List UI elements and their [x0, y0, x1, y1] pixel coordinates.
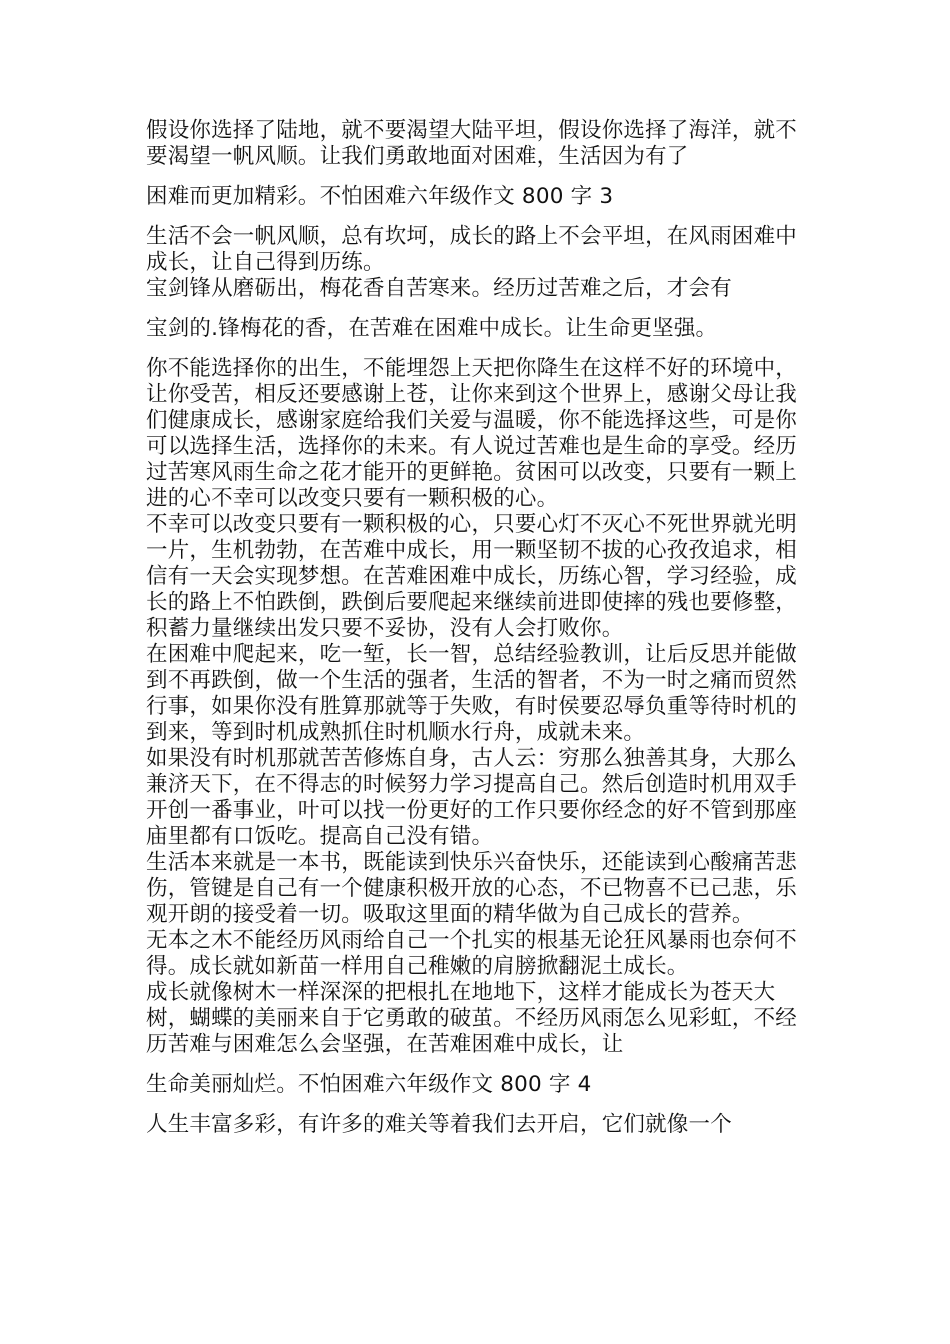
paragraph-3: 生活不会一帆风顺，总有坎坷，成长的路上不会平坦，在风雨困难中成长，让自己得到历练。 — [146, 224, 798, 275]
paragraph-9: 如果没有时机那就苦苦修炼自身，古人云：穷那么独善其身，大那么兼济天下，在不得志的时候努力学习提高自己。然后创造时机用双手开创一番事业，叶可以找一份更好的工作只要你经念的好不管到那座庙里都有口饭吃。提高自己没有错。 — [146, 746, 798, 849]
paragraph-6: 你不能选择你的出生，不能埋怨上天把你降生在这样不好的环境中，让你受苦，相反还要感谢上苍，让你来到这个世界上，感谢父母让我们健康成长，感谢家庭给我们关爱与温暖，你不能选择这些，可是你可以选择生活，选择你的未来。有人说过苦难也是生命的享受。经历过苦寒风雨生命之花才能开的更鲜艳。贫困可以改变，只要有一颗上进的心不幸可以改变只要有一颗积极的心。 — [146, 356, 798, 511]
paragraph-8: 在困难中爬起来，吃一堑，长一智，总结经验教训，让后反思并能做到不再跌倒，做一个生活的强者，生活的智者，不为一时之痛而贸然行事，如果你没有胜算那就等于失败，有时侯要忍辱负重等待时机的到来，等到时机成熟抓住时机顺水行舟，成就未来。 — [146, 642, 798, 745]
paragraph-4: 宝剑锋从磨砺出，梅花香自苦寒来。经历过苦难之后，才会有 — [146, 276, 732, 301]
paragraph-1: 假设你选择了陆地，就不要渴望大陆平坦，假设你选择了海洋，就不要渴望一帆风顺。让我们勇敢地面对困难，生活因为有了 — [146, 118, 798, 169]
paragraph-10: 生活本来就是一本书，既能读到快乐兴奋快乐，还能读到心酸痛苦悲伤，管键是自己有一个健康积极开放的心态，不已物喜不已己悲，乐观开朗的接受着一切。吸取这里面的精华做为自己成长的营养。 — [146, 850, 798, 927]
paragraph-11: 无本之木不能经历风雨给自己一个扎实的根基无论狂风暴雨也奈何不得。成长就如新苗一样用自己稚嫩的肩膀掀翻泥土成长。 — [146, 928, 798, 979]
paragraph-14: 人生丰富多彩，有许多的难关等着我们去开启，它们就像一个 — [146, 1112, 732, 1137]
paragraph-5: 宝剑的.锋梅花的香，在苦难在困难中成长。让生命更坚强。 — [146, 316, 718, 341]
paragraph-13-heading: 生命美丽灿烂。不怕困难六年级作文 800 字 4 — [146, 1072, 592, 1097]
paragraph-2-heading: 困难而更加精彩。不怕困难六年级作文 800 字 3 — [146, 184, 614, 209]
document-page — [146, 118, 806, 1138]
paragraph-7: 不幸可以改变只要有一颗积极的心，只要心灯不灭心不死世界就光明一片，生机勃勃，在苦难中成长，用一颗坚韧不拔的心孜孜追求，相信有一天会实现梦想。在苦难困难中成长，历练心智，学习经验，成长的路上不怕跌倒，跌倒后要爬起来继续前进即使摔的残也要修整，积蓄力量继续出发只要不妥协，没有人会打败你。 — [146, 512, 798, 641]
paragraph-12: 成长就像树木一样深深的把根扎在地地下，这样才能成长为苍天大树，蝴蝶的美丽来自于它勇敢的破茧。不经历风雨怎么见彩虹，不经历苦难与困难怎么会坚强，在苦难困难中成长，让 — [146, 980, 798, 1057]
